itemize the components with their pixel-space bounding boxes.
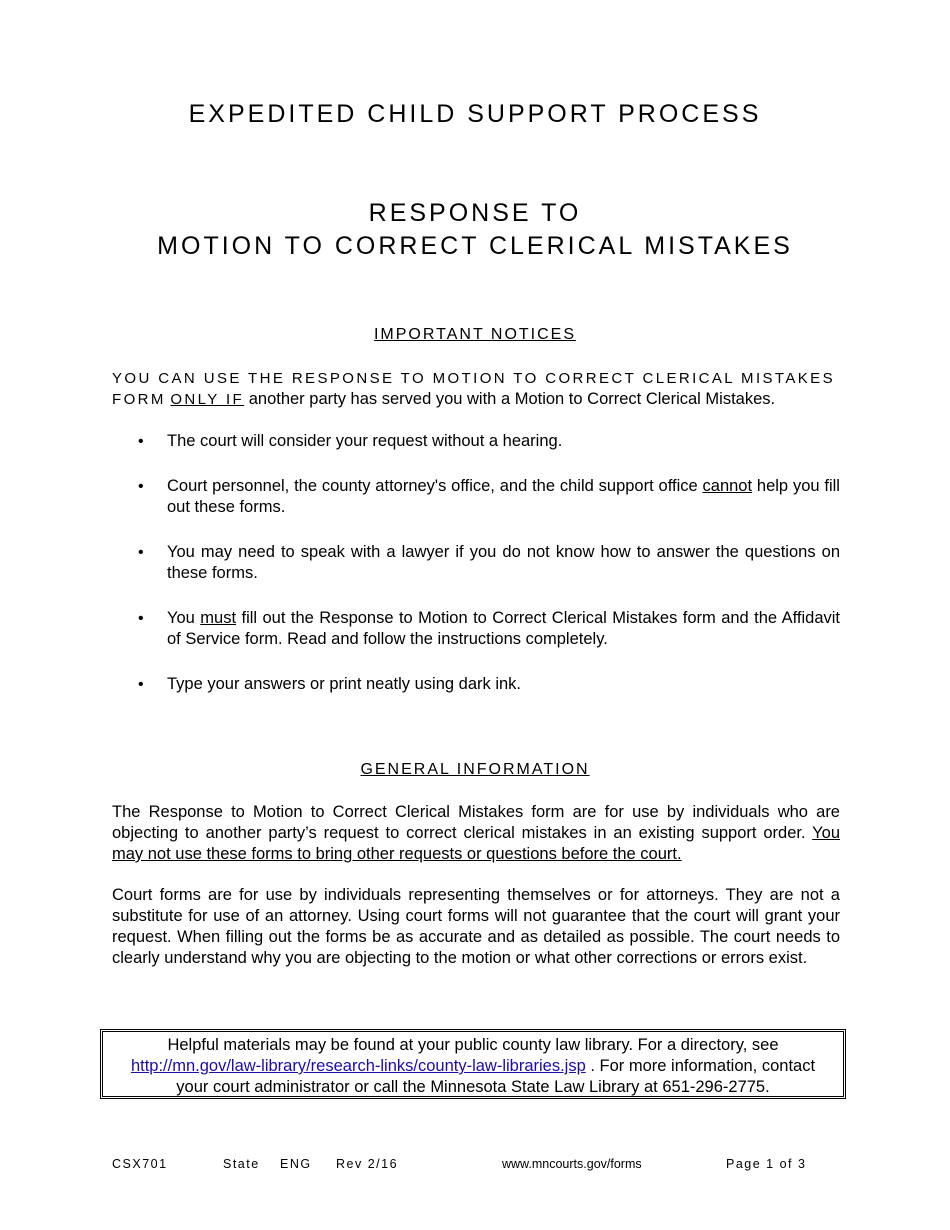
footer-revision: Rev 2/16 [336,1157,399,1171]
important-lead [112,368,840,410]
lead-rest-text: another party has served you with a Motion to Correct Clerical Mistakes. [248,390,776,408]
bullet-icon: • [138,433,144,450]
bullet-icon: • [138,676,144,693]
notice-list [112,431,840,719]
general-information-heading: GENERAL INFORMATION [360,761,590,778]
list-item: • Court personnel, the county attorney's office, and the child support office cannot help you fill out these forms. [138,477,840,516]
footer-language: ENG [280,1157,312,1171]
list-item: • Type your answers or print neatly using dark ink. [138,675,522,693]
help-line-1: Helpful materials may be found at your public county law library. For a directory, see [167,1036,779,1054]
bullet-icon: • [138,478,144,495]
emphasis-must: must [200,609,237,627]
form-code: CSX701 [112,1157,168,1171]
page-footer [112,1157,840,1177]
lead-caps-text: YOU CAN USE THE RESPONSE TO MOTION TO CORRECT CLERICAL MISTAKES FORM [112,370,835,408]
help-box [100,1029,846,1099]
lead-only-if: ONLY IF [170,391,245,408]
form-title-line1: RESPONSE TO [368,199,582,227]
help-line-3: your court administrator or call the Minnesota State Law Library at 651-296-2775. [176,1078,770,1096]
bullet-icon: • [138,610,144,627]
list-item: • You may need to speak with a lawyer if you do not know how to answer the questions on these forms. [138,543,840,582]
bullet-icon: • [138,544,144,561]
help-line-2: http://mn.gov/law-library/research-links/county-law-libraries.jsp . For more information, contact [130,1057,816,1075]
form-title [0,197,950,263]
form-title-line2: MOTION TO CORRECT CLERICAL MISTAKES [157,232,793,260]
restriction-note: You may not use these forms to bring other requests or questions before the court. [112,824,840,863]
list-item: • The court will consider your request without a hearing. [138,432,563,450]
footer-state: State [223,1157,260,1171]
county-law-libraries-link[interactable]: http://mn.gov/law-library/research-links/county-law-libraries.jsp [130,1057,586,1075]
emphasis-cannot: cannot [702,477,753,495]
important-notices-heading: IMPORTANT NOTICES [373,326,576,343]
page-number: Page 1 of 3 [726,1157,807,1171]
list-item: • You must fill out the Response to Motion to Correct Clerical Mistakes form and the Affidavit of Service form. Read and follow the instructions completely. [138,609,840,648]
general-paragraph-1: The Response to Motion to Correct Clerical Mistakes form are for use by individuals who are objecting to another party’s request to correct clerical mistakes in an existing support order. You may not use these forms to bring other requests or questions before the court. [112,803,840,863]
general-paragraph-2: Court forms are for use by individuals representing themselves or for attorneys. They are not a substitute for use of an attorney. Using court forms will not guarantee that the court will grant your request. When filling out the forms be as accurate and as detailed as possible. The court needs to clearly understand why you are objecting to the motion or what other corrections or errors exist. [112,886,840,967]
document-title: EXPEDITED CHILD SUPPORT PROCESS [188,100,762,128]
footer-website: www.mncourts.gov/forms [502,1157,642,1171]
